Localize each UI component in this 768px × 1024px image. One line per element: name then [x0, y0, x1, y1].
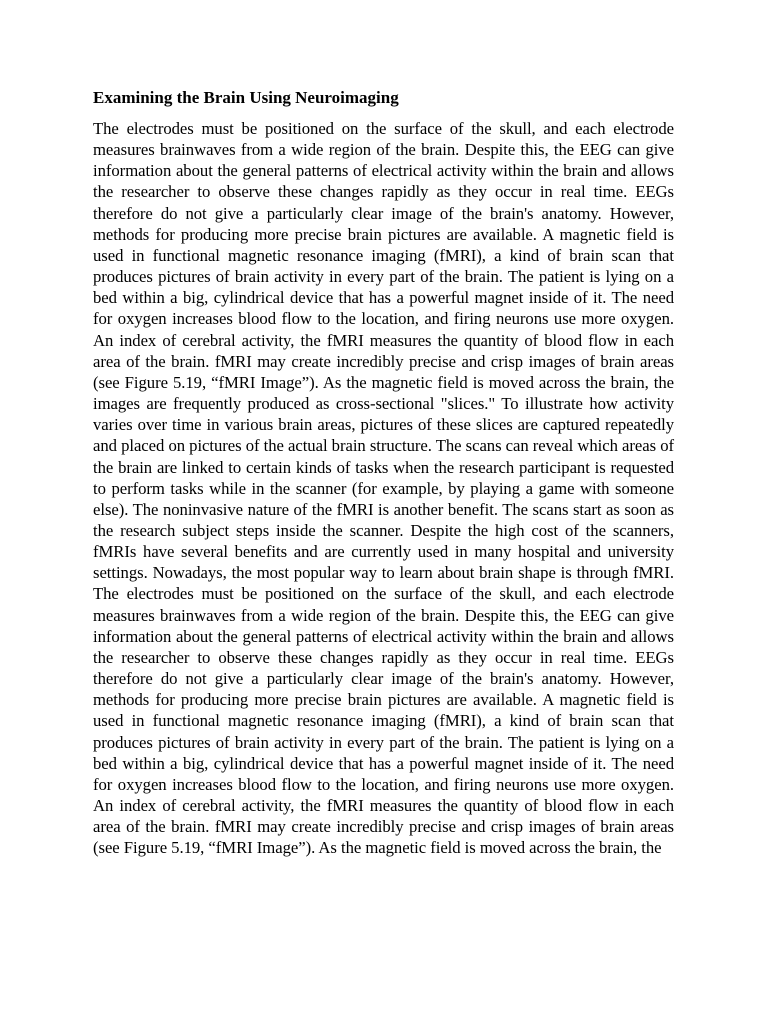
- document-title: Examining the Brain Using Neuroimaging: [93, 88, 399, 107]
- document-body-paragraph: The electrodes must be positioned on the surface of the skull, and each electrode measures brainwaves from a wide region of the brain. Despite this, the EEG can give information about the general patterns of electrical activity within the brain and allows the researcher to observe these changes rapidly as they occur in real time. EEGs therefore do not give a particularly clear image of the brain's anatomy. However, methods for producing more precise brain pictures are available. A magnetic field is used in functional magnetic resonance imaging (fMRI), a kind of brain scan that produces pictures of brain activity in every part of the brain. The patient is lying on a bed within a big, cylindrical device that has a powerful magnet inside of it. The need for oxygen increases blood flow to the location, and firing neurons use more oxygen. An index of cerebral activity, the fMRI measures the quantity of blood flow in each area of the brain. fMRI may create incredibly precise and crisp images of brain areas (see Figure 5.19, “fMRI Image”). As the magnetic field is moved across the brain, the images are frequently produced as cross-sectional "slices." To illustrate how activity varies over time in various brain areas, pictures of these slices are captured repeatedly and placed on pictures of the actual brain structure. The scans can reveal which areas of the brain are linked to certain kinds of tasks when the research participant is requested to perform tasks while in the scanner (for example, by playing a game with someone else). The noninvasive nature of the fMRI is another benefit. The scans start as soon as the research subject steps inside the scanner. Despite the high cost of the scanners, fMRIs have several benefits and are currently used in many hospital and university settings. Nowadays, the most popular way to learn about brain shape is through fMRI. The electrodes must be positioned on the surface of the skull, and each electrode measures brainwaves from a wide region of the brain. Despite this, the EEG can give information about the general patterns of electrical activity within the brain and allows the researcher to observe these changes rapidly as they occur in real time. EEGs therefore do not give a particularly clear image of the brain's anatomy. However, methods for producing more precise brain pictures are available. A magnetic field is used in functional magnetic resonance imaging (fMRI), a kind of brain scan that produces pictures of brain activity in every part of the brain. The patient is lying on a bed within a big, cylindrical device that has a powerful magnet inside of it. The need for oxygen increases blood flow to the location, and firing neurons use more oxygen. An index of cerebral activity, the fMRI measures the quantity of blood flow in each area of the brain. fMRI may create incredibly precise and crisp images of brain areas (see Figure 5.19, “fMRI Image”). As the magnetic field is moved across the brain, the: [93, 119, 674, 858]
- document-page: [93, 87, 674, 858]
